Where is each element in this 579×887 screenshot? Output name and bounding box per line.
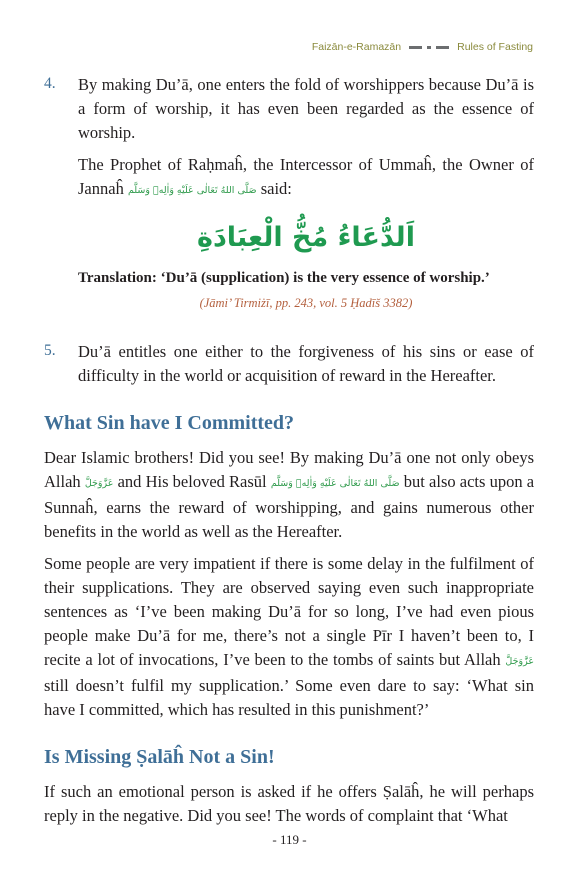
item-5-text: Du’ā entitles one either to the forgiveness of his sins or ease of difficulty in the world or acquisition of reward in the Hereafter. [78, 342, 534, 385]
para-text: Some people are very impatient if there is some delay in the fulfilment of their supplications. They are observed saying even such inappropriate sentences as ‘I’ve been making Du’ā for so long, I’ve had even pious people make Du’ā for me, there’s not a single Pīr I haven’t been to, I recite a lot of invocations, I’ve been to the tombs of saints but Allah [44, 554, 534, 669]
para-text: and His beloved Rasūl [117, 472, 267, 491]
para-text: but also acts upon a Sunnaĥ, earns the reward of worshipping, and gains numerous other benefits in the world as well as the Hereafter. [44, 472, 535, 541]
section-heading-what-sin: What Sin have I Committed? [44, 412, 295, 434]
item-4-text: By making Du’ā, one enters the fold of worshippers because Du’ā is a form of worship, it has even been regarded as the essence of worship. [78, 75, 534, 142]
para-text: Dear Islamic brothers! Did you see! By making Du’ā one not only obeys Allah [44, 448, 534, 491]
allah-honorific: عَزَّوَجَلَّ [505, 656, 534, 667]
prophet-text: The Prophet of Raḥmaĥ, the Intercessor of Ummaĥ, the Owner of Jannaĥ [78, 155, 534, 198]
section-title: Rules of Fasting [457, 41, 533, 53]
running-header [312, 40, 533, 54]
section1-paragraph-2 [44, 552, 534, 722]
hadith-arabic: اَلدُّعَاءُ مُخُّ الْعِبَادَةِ [197, 222, 415, 253]
prophet-paragraph [78, 153, 534, 203]
list-number-4: 4. [44, 75, 56, 92]
page-number: - 119 - [272, 832, 307, 847]
hadith-reference: (Jāmi’ Tirmiżī, pp. 243, vol. 5 Ḥadīš 3382) [199, 296, 413, 310]
section-heading-missing-salah: Is Missing Ṣalāĥ Not a Sin! [44, 746, 275, 768]
header-separator [409, 46, 449, 49]
book-title: Faizān-e-Ramazān [311, 41, 402, 53]
allah-honorific: عَزَّوَجَلَّ [84, 478, 114, 489]
said-text: said: [260, 179, 292, 198]
list-number-5: 5. [44, 342, 56, 359]
prophet-honorific: صَلَّى اللهُ تَعَالٰى عَلَيْهِ وَاٰلِهٖ وَسَلَّم [127, 185, 257, 196]
hadith-translation: Translation: ‘Du’ā (supplication) is the very essence of worship.’ [78, 270, 490, 286]
section1-paragraph-1 [44, 446, 534, 544]
rasul-honorific: صَلَّى اللهُ تَعَالٰى عَلَيْهِ وَاٰلِهٖ وَسَلَّم [270, 478, 400, 489]
section2-paragraph-1: If such an emotional person is asked if he offers Ṣalāĥ, he will perhaps reply in the negative. Did you see! The words of complaint that ‘What [44, 782, 534, 825]
para-text: still doesn’t fulfil my supplication.’ Some even dare to say: ‘What sin have I committed, which has resulted in this punishment?’ [44, 676, 534, 719]
